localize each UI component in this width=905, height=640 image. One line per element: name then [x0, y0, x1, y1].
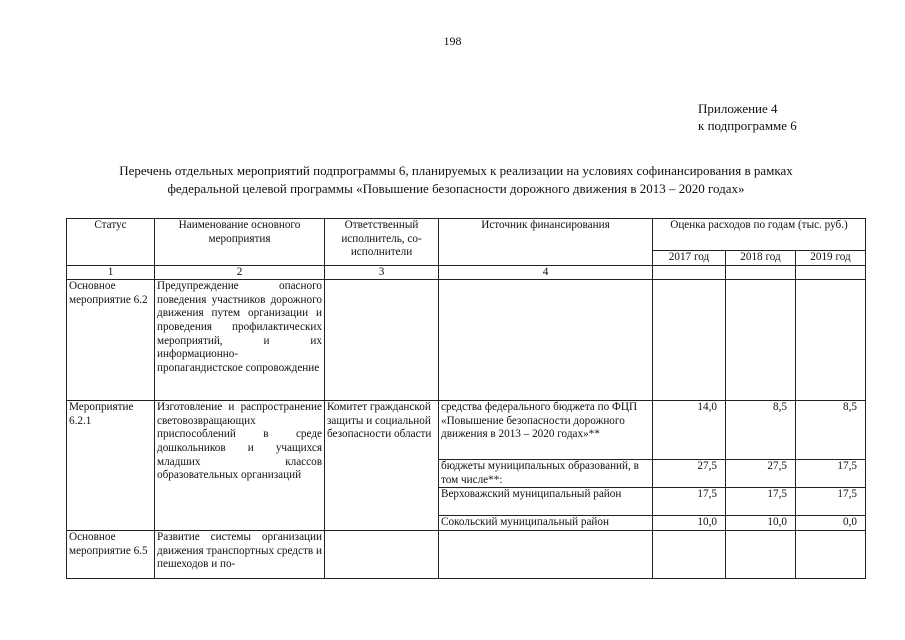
- row-measure-name: Предупреждение опасного поведения участников дорожного движения путем организации и проведения профилактических мероприятий, и их информационно-пропагандистское сопровождение: [155, 280, 325, 401]
- appendix-note: [698, 100, 797, 134]
- empty-cell: [726, 280, 796, 401]
- empty-cell: [653, 265, 726, 280]
- funding-source: средства федерального бюджета по ФЦП «Повышение безопасности дорожного движения в 2013 – 2020 годах»**: [439, 401, 653, 460]
- appendix-line-2: к подпрограмме 6: [698, 118, 797, 133]
- empty-cell: [439, 280, 653, 401]
- cost-value: 8,5: [726, 401, 796, 460]
- header-measure-name: Наименование основного мероприятия: [155, 219, 325, 266]
- cost-value: 17,5: [726, 488, 796, 516]
- cost-value: 27,5: [726, 460, 796, 488]
- table-header-row: [67, 219, 866, 251]
- row-status: Мероприятие 6.2.1: [67, 401, 155, 531]
- empty-cell: [726, 265, 796, 280]
- header-year: 2019 год: [796, 251, 866, 266]
- table-row: [67, 530, 866, 578]
- header-funding-source: Источник финансирования: [439, 219, 653, 266]
- column-number-row: [67, 265, 866, 280]
- cost-value: 27,5: [653, 460, 726, 488]
- empty-cell: [726, 530, 796, 578]
- row-measure-name: Развитие системы организации движения транспортных средств и пешеходов и по-: [155, 530, 325, 578]
- empty-cell: [325, 280, 439, 401]
- header-status: Статус: [67, 219, 155, 266]
- document-title-line-2: федеральной целевой программы «Повышение безопасности дорожного движения в 2013 – 2020 годах»: [167, 181, 745, 196]
- header-year: 2018 год: [726, 251, 796, 266]
- row-executor: Комитет гражданской защиты и социальной безопасности области: [325, 401, 439, 531]
- cost-value: 10,0: [726, 516, 796, 531]
- document-title: [56, 162, 856, 198]
- page-number: 198: [443, 34, 462, 48]
- cost-value: 14,0: [653, 401, 726, 460]
- empty-cell: [325, 530, 439, 578]
- funding-source: бюджеты муниципальных образований, в том числе**:: [439, 460, 653, 488]
- empty-cell: [653, 280, 726, 401]
- cost-value: 17,5: [796, 460, 866, 488]
- header-cost-estimate: Оценка расходов по годам (тыс. руб.): [653, 219, 866, 251]
- row-status: Основное мероприятие 6.5: [67, 530, 155, 578]
- cost-value: 0,0: [796, 516, 866, 531]
- appendix-line-1: Приложение 4: [698, 101, 778, 116]
- empty-cell: [653, 530, 726, 578]
- cost-value: 17,5: [796, 488, 866, 516]
- funding-source: Сокольский муниципальный район: [439, 516, 653, 531]
- column-number: 1: [67, 265, 155, 280]
- document-title-line-1: Перечень отдельных мероприятий подпрограммы 6, планируемых к реализации на условиях софинансирования в рамках: [119, 163, 793, 178]
- table-row: [67, 280, 866, 401]
- column-number: 4: [439, 265, 653, 280]
- cost-value: 17,5: [653, 488, 726, 516]
- header-executor: Ответственный исполнитель, со-исполнители: [325, 219, 439, 266]
- cost-value: 8,5: [796, 401, 866, 460]
- row-measure-name: Изготовление и распространение световозвращающих приспособлений в среде дошкольников и учащихся младших классов образовательных организаций: [155, 401, 325, 531]
- empty-cell: [796, 280, 866, 401]
- column-number: 3: [325, 265, 439, 280]
- cost-value: 10,0: [653, 516, 726, 531]
- column-number: 2: [155, 265, 325, 280]
- table-row: [67, 401, 866, 460]
- empty-cell: [796, 530, 866, 578]
- empty-cell: [796, 265, 866, 280]
- row-status: Основное мероприятие 6.2: [67, 280, 155, 401]
- funding-source: Верховажский муниципальный район: [439, 488, 653, 516]
- header-year: 2017 год: [653, 251, 726, 266]
- measures-table: [66, 218, 866, 579]
- empty-cell: [439, 530, 653, 578]
